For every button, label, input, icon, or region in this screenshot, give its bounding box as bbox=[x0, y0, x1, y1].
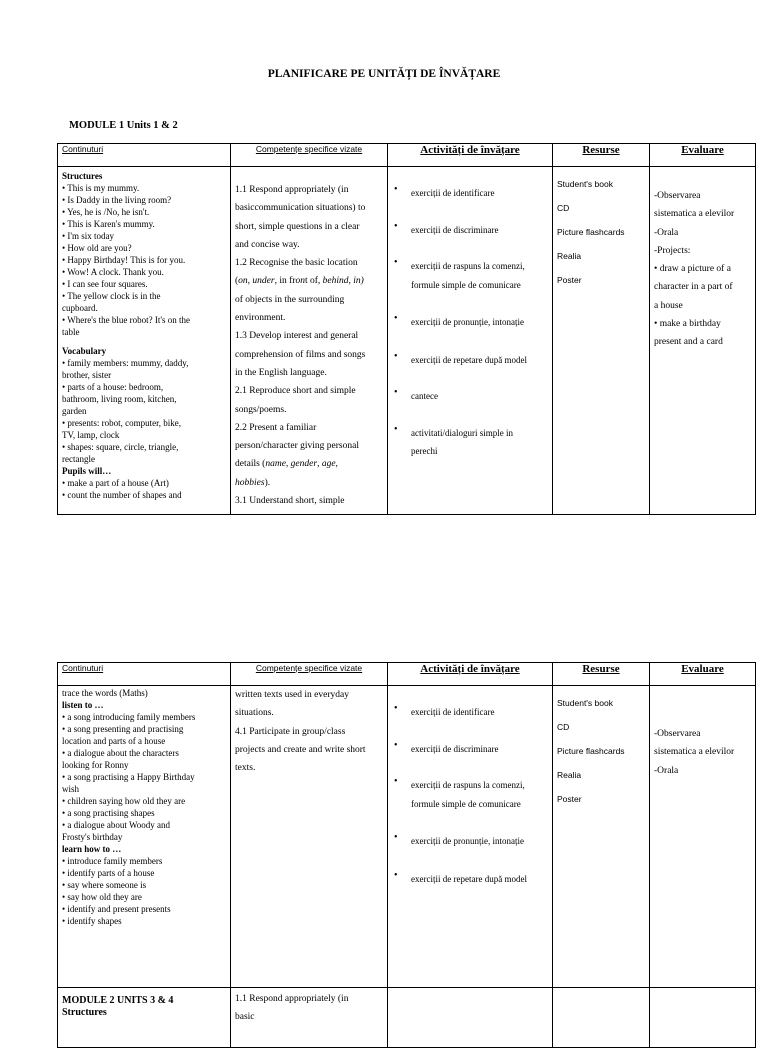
section-label: listen to … bbox=[62, 700, 104, 710]
resource-item: Poster bbox=[557, 275, 582, 285]
content-line: • Wow! A clock. Thank you. bbox=[62, 267, 164, 277]
competence-line: of objects in the surrounding bbox=[235, 294, 345, 305]
activity-item bbox=[394, 313, 552, 332]
section-label: Structures bbox=[62, 171, 103, 181]
content-line: • Yes, he is /No, he isn't. bbox=[62, 207, 150, 217]
activity-line: • exerciții de repetare după model bbox=[411, 873, 527, 884]
content-line: trace the words (Maths) bbox=[62, 688, 148, 698]
evaluation-line: -Orala bbox=[654, 227, 679, 238]
activity-line: • exerciții de raspuns la comenzi, bbox=[411, 261, 525, 271]
content-line: • I'm six today bbox=[62, 231, 115, 241]
content-line: TV, lamp, clock bbox=[62, 430, 120, 440]
evaluation-line: -Projects: bbox=[654, 245, 691, 256]
competence-line: songs/poems. bbox=[235, 404, 287, 415]
content-line: location and parts of a house bbox=[62, 736, 166, 746]
planning-table-2 bbox=[57, 662, 756, 1048]
content-line: • identify and present presents bbox=[62, 904, 171, 914]
evaluation-line: sistematica a elevilor bbox=[654, 747, 735, 758]
content-cell bbox=[58, 686, 231, 988]
activity-item bbox=[394, 703, 552, 722]
competence-line: 1.2 Recognise the basic location bbox=[235, 258, 358, 269]
header-resources: Resurse bbox=[553, 144, 650, 167]
activity-line: formule simple de comunicare bbox=[411, 279, 521, 290]
competence-line: details (name, gender, age, bbox=[235, 459, 338, 470]
page-title: PLANIFICARE PE UNITĂȚI DE ÎNVĂȚARE bbox=[267, 68, 501, 80]
activity-line: • exerciții de identificare bbox=[411, 707, 495, 717]
competence-line: texts. bbox=[235, 763, 256, 774]
activity-line: • exerciții de identificare bbox=[411, 188, 495, 198]
module-2-evaluation-cell bbox=[650, 988, 756, 1048]
resource-item: Student's book bbox=[557, 179, 613, 189]
competence-line: 1.1 Respond appropriately (in bbox=[235, 185, 349, 195]
competence-line: 3.1 Understand short, simple bbox=[235, 496, 345, 507]
activity-line: perechi bbox=[411, 446, 438, 456]
competence-line: (on, under, in front of, behind, in) bbox=[235, 276, 364, 287]
resource-item: Realia bbox=[557, 770, 582, 780]
competence-line: 1.3 Develop interest and general bbox=[235, 331, 359, 342]
activity-line: • exerciții de discriminare bbox=[411, 743, 499, 754]
activity-line: • cantece bbox=[411, 391, 438, 401]
content-line: looking for Ronny bbox=[62, 760, 129, 770]
content-line: bathroom, living room, kitchen, bbox=[62, 394, 177, 404]
competence-line: and concise way. bbox=[235, 239, 300, 250]
competences-cell bbox=[231, 686, 388, 988]
header-content: Continuturi bbox=[58, 144, 231, 167]
content-line: • Where's the blue robot? It's on the bbox=[62, 315, 190, 325]
content-line: • How old are you? bbox=[62, 243, 132, 253]
competence-line: short, simple questions in a clear bbox=[235, 221, 360, 232]
module-2-heading: MODULE 2 UNITS 3 & 4 bbox=[62, 995, 174, 1006]
evaluation-line: -Observarea bbox=[654, 729, 701, 739]
content-line: • a song presenting and practising bbox=[62, 724, 184, 734]
evaluation-line: • draw a picture of a bbox=[654, 264, 731, 275]
module-2-competences-cell bbox=[231, 988, 388, 1048]
activity-line: • activitati/dialoguri simple in bbox=[411, 427, 513, 438]
evaluation-line: present and a card bbox=[654, 337, 723, 348]
content-line: brother, sister bbox=[62, 370, 112, 380]
content-line: • identify parts of a house bbox=[62, 868, 155, 878]
competence-line: comprehension of films and songs bbox=[235, 349, 366, 360]
section-label: Vocabulary bbox=[62, 346, 107, 356]
content-line: Frosty's birthday bbox=[62, 832, 123, 842]
activity-item bbox=[394, 776, 552, 813]
activity-line: formule simple de comunicare bbox=[411, 798, 521, 809]
content-line: garden bbox=[62, 406, 87, 416]
competence-line: 4.1 Participate in group/class bbox=[235, 726, 346, 737]
activity-item bbox=[394, 387, 552, 406]
competence-line: 1.1 Respond appropriately (in bbox=[235, 994, 349, 1004]
content-line: • Happy Birthday! This is for you. bbox=[62, 255, 186, 265]
activity-line: • exerciții de repetare după model bbox=[411, 354, 527, 365]
competence-line: person/character giving personal bbox=[235, 441, 359, 452]
content-line: • parts of a house: bedroom, bbox=[62, 382, 164, 392]
content-line: • family members: mummy, daddy, bbox=[62, 358, 189, 368]
activity-item bbox=[394, 740, 552, 759]
activity-item bbox=[394, 221, 552, 240]
competence-line: basiccommunication situations) to bbox=[235, 203, 366, 214]
competence-line: situations. bbox=[235, 708, 274, 719]
activities-cell bbox=[388, 167, 553, 515]
planning-table-1 bbox=[57, 143, 756, 515]
resource-item: Poster bbox=[557, 794, 582, 804]
resources-cell bbox=[553, 167, 650, 515]
header-resources: Resurse bbox=[553, 663, 650, 686]
content-line: • a song introducing family members bbox=[62, 712, 196, 722]
module-1-heading: MODULE 1 Units 1 & 2 bbox=[69, 120, 178, 131]
evaluation-cell bbox=[650, 167, 756, 515]
content-line: • introduce family members bbox=[62, 856, 163, 866]
activity-item bbox=[394, 870, 552, 889]
content-line: • a dialogue about the characters bbox=[62, 748, 179, 758]
spacer bbox=[62, 338, 226, 345]
content-line: • say where someone is bbox=[62, 880, 147, 890]
header-activities: Activități de învățare bbox=[388, 663, 553, 686]
activity-item bbox=[394, 257, 552, 294]
activity-item bbox=[394, 184, 552, 203]
competence-line: projects and create and write short bbox=[235, 744, 366, 755]
resource-item: Picture flashcards bbox=[557, 227, 625, 237]
content-line: • children saying how old they are bbox=[62, 796, 186, 806]
evaluation-line: a house bbox=[654, 300, 683, 311]
module-2-content-cell bbox=[58, 988, 231, 1048]
content-line: rectangle bbox=[62, 454, 95, 464]
competence-line: environment. bbox=[235, 313, 286, 324]
competence-line: 2.1 Reproduce short and simple bbox=[235, 386, 356, 397]
competence-line: 2.2 Present a familiar bbox=[235, 422, 317, 433]
activities-cell bbox=[388, 686, 553, 988]
module-2-activities-cell bbox=[388, 988, 553, 1048]
content-line: • The yellow clock is in the bbox=[62, 291, 161, 301]
content-line: table bbox=[62, 327, 80, 337]
evaluation-line: character in a part of bbox=[654, 282, 733, 293]
content-line: • shapes: square, circle, triangle, bbox=[62, 442, 179, 452]
header-competences: Competențe specifice vizate bbox=[231, 144, 388, 167]
competence-line: in the English language. bbox=[235, 367, 327, 378]
resource-item: Student's book bbox=[557, 698, 613, 708]
competence-line: basic bbox=[235, 1012, 255, 1023]
content-line: • count the number of shapes and bbox=[62, 490, 182, 500]
resource-item: Picture flashcards bbox=[557, 746, 625, 756]
activity-line: • exerciții de pronunție, intonație bbox=[411, 317, 524, 327]
content-line: • Is Daddy in the living room? bbox=[62, 195, 172, 205]
section-label: learn how to … bbox=[62, 844, 122, 854]
content-line: cupboard. bbox=[62, 303, 98, 313]
content-line: • I can see four squares. bbox=[62, 279, 148, 289]
competences-cell bbox=[231, 167, 388, 515]
content-line: • This is my mummy. bbox=[62, 183, 140, 193]
resource-item: CD bbox=[557, 203, 570, 213]
activity-item bbox=[394, 351, 552, 370]
content-line: • say how old they are bbox=[62, 892, 142, 902]
resources-cell bbox=[553, 686, 650, 988]
content-line: • a song practising a Happy Birthday bbox=[62, 772, 195, 782]
content-line: • identify shapes bbox=[62, 916, 122, 926]
activity-line: • exerciții de discriminare bbox=[411, 224, 499, 235]
content-line: wish bbox=[62, 784, 80, 794]
header-competences: Competențe specifice vizate bbox=[231, 663, 388, 686]
header-evaluation: Evaluare bbox=[650, 144, 756, 167]
content-line: • This is Karen's mummy. bbox=[62, 219, 155, 229]
activity-line: • exerciții de pronunție, intonație bbox=[411, 836, 524, 846]
evaluation-line: sistematica a elevilor bbox=[654, 209, 735, 220]
content-line: • presents: robot, computer, bike, bbox=[62, 418, 182, 428]
activity-item bbox=[394, 832, 552, 851]
header-activities: Activități de învățare bbox=[388, 144, 553, 167]
content-line: • a song practising shapes bbox=[62, 808, 155, 818]
activity-line: • exerciții de raspuns la comenzi, bbox=[411, 780, 525, 790]
evaluation-line: -Orala bbox=[654, 765, 679, 776]
content-cell bbox=[58, 167, 231, 515]
evaluation-line: • make a birthday bbox=[654, 319, 721, 330]
evaluation-cell bbox=[650, 686, 756, 988]
competence-line: written texts used in everyday bbox=[235, 690, 349, 700]
section-label: Pupils will… bbox=[62, 466, 112, 476]
content-line: • a dialogue about Woody and bbox=[62, 820, 170, 830]
header-evaluation: Evaluare bbox=[650, 663, 756, 686]
activity-item bbox=[394, 424, 552, 461]
content-line: • make a part of a house (Art) bbox=[62, 478, 169, 488]
evaluation-line: -Observarea bbox=[654, 191, 701, 201]
header-content: Continuturi bbox=[58, 663, 231, 686]
competence-line: hobbies). bbox=[235, 477, 271, 488]
resource-item: CD bbox=[557, 722, 570, 732]
module-2-resources-cell bbox=[553, 988, 650, 1048]
resource-item: Realia bbox=[557, 251, 582, 261]
module-2-structures-label: Structures bbox=[62, 1007, 107, 1018]
